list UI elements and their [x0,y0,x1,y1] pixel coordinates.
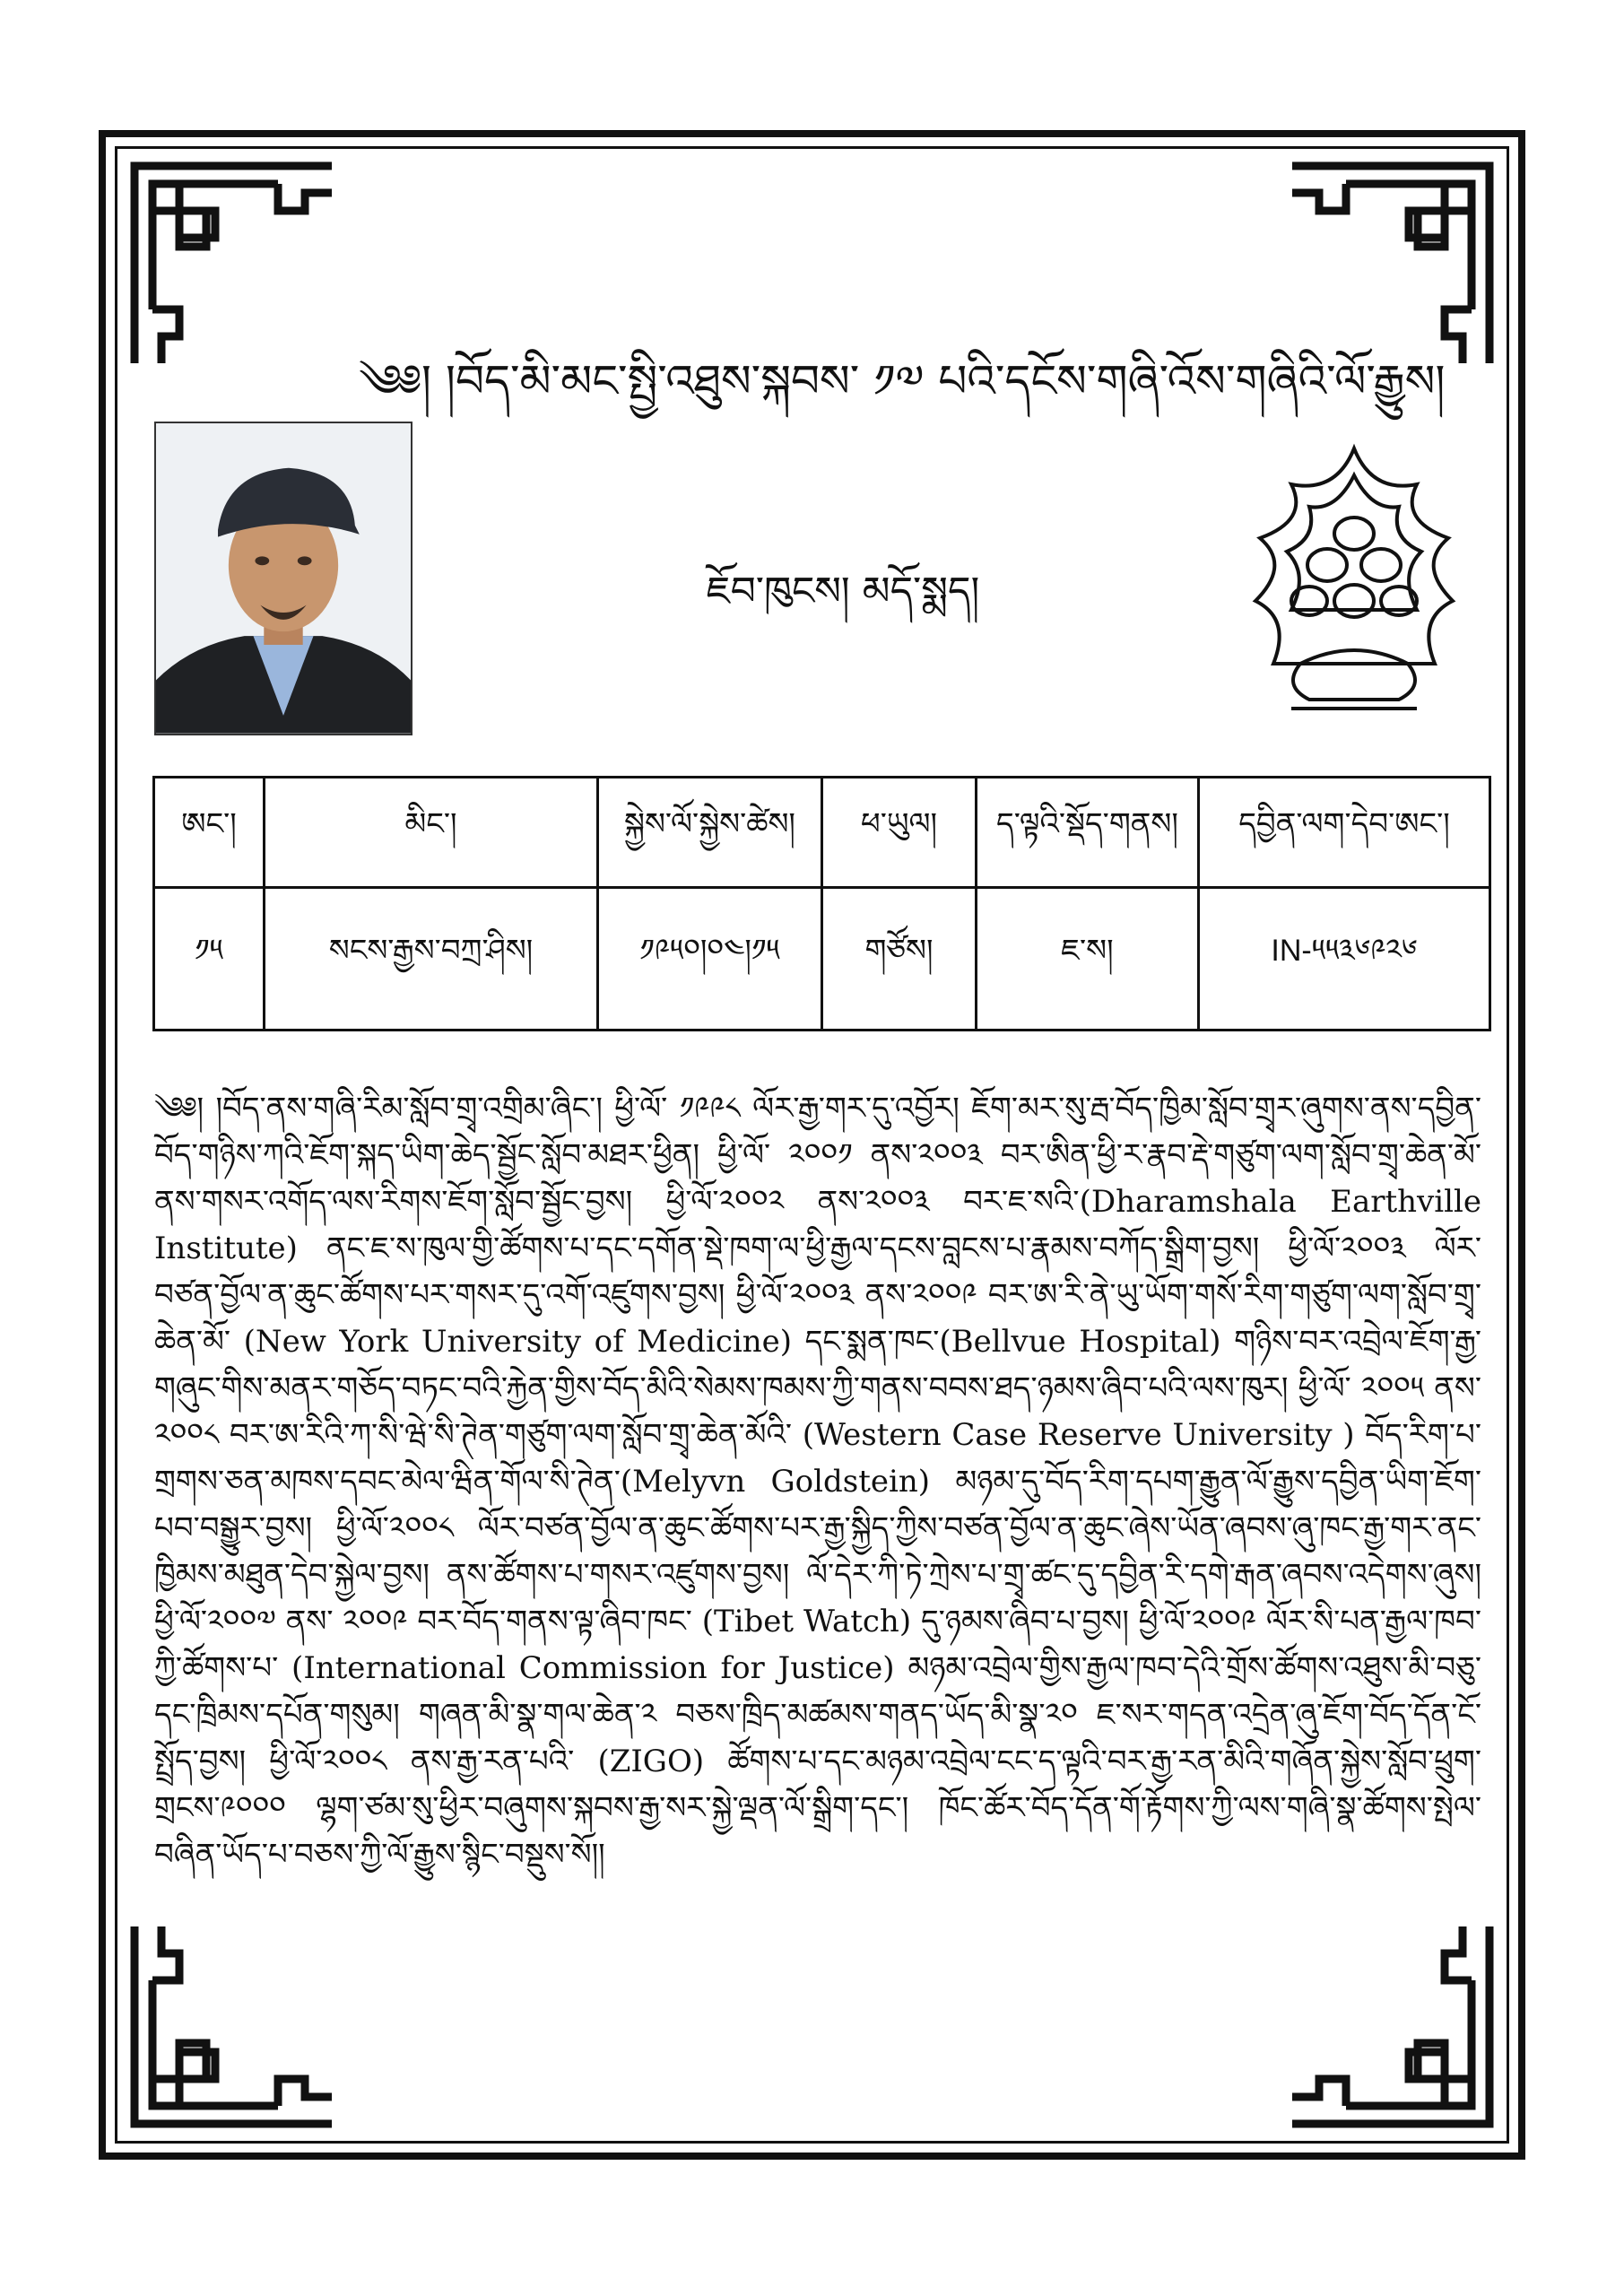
cell-green-book-number: IN-༥༥༣༦༩༢༦ [1199,888,1490,1031]
cell-residence: ཇ་ས། [977,888,1199,1031]
cell-number: ༡༥ [154,888,265,1031]
corner-ornament-icon [1283,157,1498,372]
constituency-label: ཇོབ་ཁུངས། མདོ་སྨད། [706,569,980,614]
portrait-image [156,423,411,734]
header-hometown: ཕ་ཡུལ། [822,778,977,888]
header-name: མིང་། [265,778,598,888]
cell-hometown: གཙོས། [822,888,977,1031]
cell-birthdate: ༡༩༥༠།༠༤།༡༥ [598,888,822,1031]
header-number: ཨང་། [154,778,265,888]
candidate-info-table [152,776,1491,1031]
header-birthdate: སྐྱེས་ལོ་སྐྱེས་ཚེས། [598,778,822,888]
table-row [154,888,1490,1031]
snow-lion-jewel-emblem-icon [1238,439,1471,718]
page-title: ༄༅། །བོད་མི་མང་སྤྱི་འཐུས་སྐབས་ ༡༧ པའི་དངོས་གཞི་འོས་གཞིའི་ལོ་རྒྱུས། [359,355,1446,407]
corner-ornament-icon [126,157,341,372]
biography-text: ༄༅། །བོད་ནས་གཞི་རིམ་སློབ་གྲྭ་འགྲིམ་ཞིང་། ཕྱི་ལོ་ ༡༩༩༨ ལོར་རྒྱ་གར་དུ་འབྱོར། ཇོག་མར་སུ་རྦ་བོད་ཁྱིམ་སློབ་གྲྭར་ཞུགས་ནས་དབྱིན་བོད་གཉིས་ཀའི་ཇོག་སྐད་ཡིག་ཆེད་སྦྱོང་སློབ་མཐར་ཕྱིན། ཕྱི་ལོ་ ༢༠༠༡ ནས་༢༠༠༣ བར་ཨིན་ཕྱི་ར་རྣབ་རྡེ་གཙུག་ལག་སློབ་གྲྭ་ཆེན་མོ་ནས་གསར་འགོད་ལས་རིགས་ཇོག་སློབ་སྦྱོང་བྱས། ཕྱི་ལོ་༢༠༠༢ ནས་༢༠༠༣ བར་ཇ་སའི་(Dharamshala Earthville Institute) ནང་ཇ་ས་ཁུལ་གྱི་ཚོགས་པ་དང་དགོན་སྡེ་ཁག་ལ་ཕྱི་རྒྱལ་དངས་བླངས་པ་རྣམས་བཀོད་སྒྲིག་བྱས། ཕྱི་ལོ་༢༠༠༣ ལོར་བཙན་བྱོལ་ན་ཆུང་ཚོགས་པར་གསར་དུ་འགོ་འཛུགས་བྱས། ཕྱི་ལོ་༢༠༠༣ ནས་༢༠༠༩ བར་ཨ་རི་ནེ་ཡུ་ཡོག་གསོ་རིག་གཙུག་ལག་སློབ་གྲྭ་ཆེན་མོ་ (New York University of Medicine) དང་སྨན་ཁང་(Bellvue Hospital) གཉིས་བར་འབྲེལ་ཇོག་རྒྱ་གཞུང་གིས་མནར་གཅོད་བཏང་བའི་རྐྱེན་གྱིས་བོད་མིའི་སེམས་ཁམས་ཀྱི་གནས་བབས་ཐད་ཉམས་ཞིབ་པའི་ལས་ཁུར། ཕྱི་ལོ་ ༢༠༠༥ ནས་༢༠༠༨ བར་ཨ་རིའི་ཀ་སི་ཝེ་སི་ཊེན་གཙུག་ལག་སློབ་གྲྭ་ཆེན་མོའི་ (Western Case Reserve University ) བོད་རིག་པ་གྲགས་ཅན་མཁས་དབང་མེལ་ཝིན་གོལ་སི་ཊེན་(Melyvn Goldstein) མཉམ་དུ་བོད་རིག་དཔག་རྒྱུན་ལོ་རྒྱུས་དབྱིན་ཡིག་ཇོག་པབ་བསྒྱུར་བྱས། ཕྱི་ལོ་༢༠༠༨ ལོར་བཙན་བྱོལ་ན་ཆུང་ཚོགས་པར་རྒྱ་སྐྱིད་ཀྱིས་བཙན་བྱོལ་ན་ཆུང་ཞེས་ཡོན་ཞབས་ཞུ་ཁང་རྒྱ་གར་ནང་ཁྱིམས་མཐུན་དེབ་སྐྱེལ་བྱས། ནས་ཚོགས་པ་གསར་འཛུགས་བྱས། ལོ་དེར་ཀི་ཏེ་ཀྲེས་པ་གྲྭ་ཚང་དུ་དབྱིན་རི་དགེ་རྒན་ཞབས་འདེགས་ཞུས། ཕྱི་ལོ་༢༠༠༧ ནས་ ༢༠༠༩ བར་བོད་གནས་ལྟ་ཞིབ་ཁང་ (Tibet Watch) དུ་ཉམས་ཞིབ་པ་བྱས། ཕྱི་ལོ་༢༠༠༩ ལོར་སི་པན་རྒྱལ་ཁབ་ཀྱི་ཚོགས་པ་ (International Commission for Justice) མཉམ་འབྲེལ་གྱིས་རྒྱལ་ཁབ་དེའི་གྲོས་ཚོགས་འཐུས་མི་བཅུ་དང་ཁྲིམས་དཔོན་གསུམ། གཞན་མི་སྣ་གལ་ཆེན་༢ བཅས་ཁྲིད་མཚམས་གནད་ཡོད་མི་སྣ་༢༠ ཇ་སར་གདན་འདྲེན་ཞུ་ཇོག་བོད་དོན་ངོ་སྤྲོད་བྱས། ཕྱི་ལོ་༢༠༠༨ ནས་རྒྱ་རན་པའི་ (ZIGO) ཚོགས་པ་དང་མཉམ་འབྲེལ་ངང་ད་ལྟའི་བར་རྒྱ་རན་མིའི་གཞོན་སྐྱེས་སློབ་ཕྲུག་གྲངས་༩༠༠༠ ལྷག་ཙམ་སུ་ཕྱིར་བཞུགས་སྐབས་རྒྱ་སར་སྐྱེ་ལྡན་ལོ་སྒྲིག་དང་། ཁོང་ཚོར་བོད་དོན་གོ་རྟོགས་ཀྱི་ལས་གཞི་སྣ་ཚོགས་སྤེལ་བཞིན་ཡོད་པ་བཅས་ཀྱི་ལོ་རྒྱུས་སྙིང་བསྡུས་སོ།། [154,1091,1481,1873]
table-header-row [154,778,1490,888]
cell-name: སངས་རྒྱས་བཀྲ་ཤིས། [265,888,598,1031]
corner-ornament-icon [126,1918,341,2133]
corner-ornament-icon [1283,1918,1498,2133]
header-green-book-number: དབྱིན་ལག་དེབ་ཨང་། [1199,778,1490,888]
candidate-photo [154,422,413,735]
header-residence: ད་ལྟའི་སྡོད་གནས། [977,778,1199,888]
